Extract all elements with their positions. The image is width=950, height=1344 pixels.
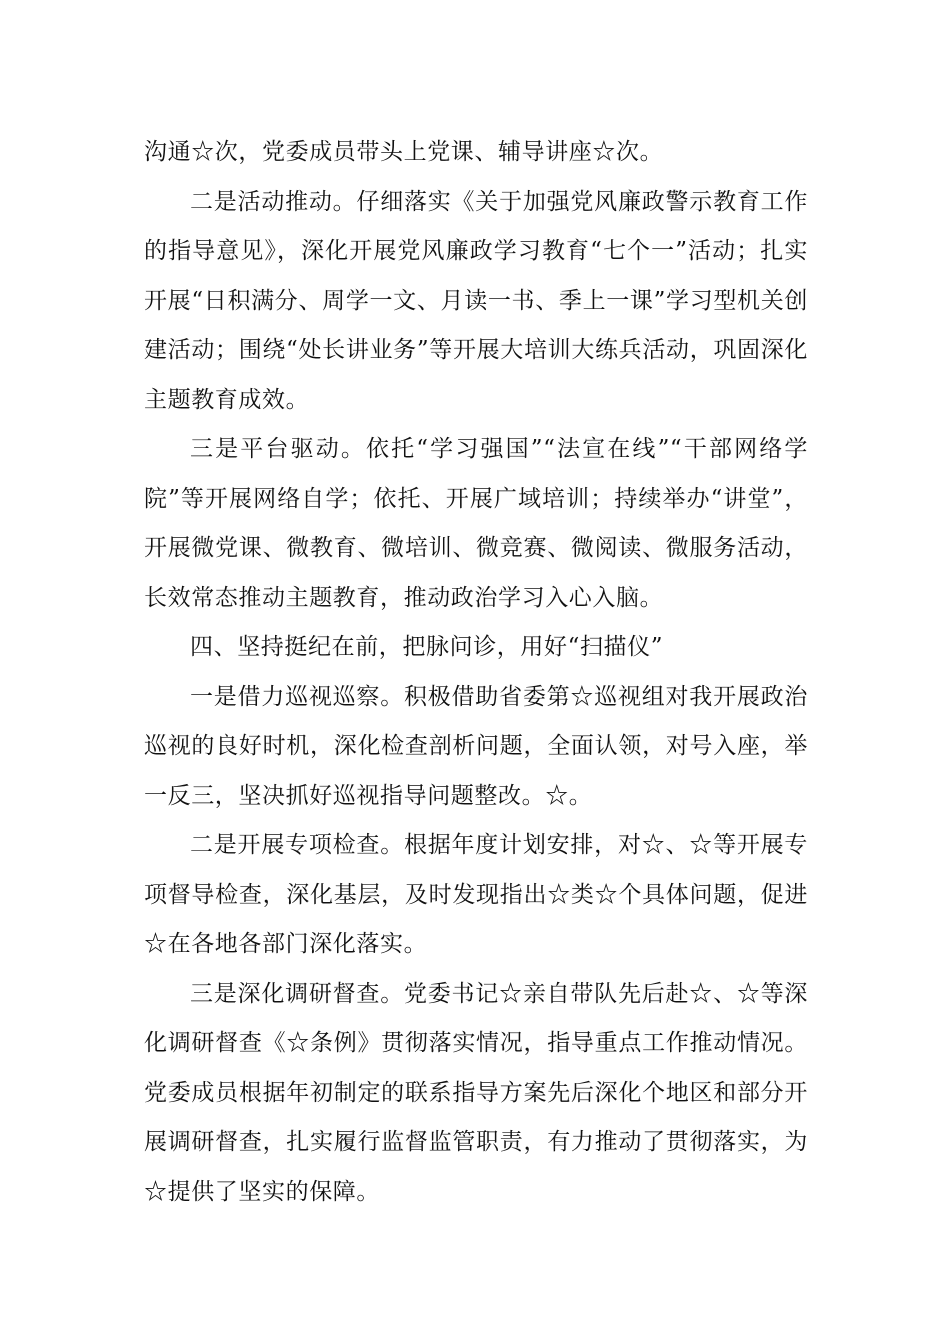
paragraph-6: 二是开展专项检查。根据年度计划安排，对☆、☆等开展专项督导检查，深化基层，及时发现指出☆类☆个具体问题，促进☆在各地各部门深化落实。 (144, 832, 808, 957)
section-heading-4: 四、坚持挺纪在前，把脉问诊，用好“扫描仪” (190, 634, 664, 660)
paragraph-5: 一是借力巡视巡察。积极借助省委第☆巡视组对我开展政治巡视的良好时机，深化检查剖析问题，全面认领，对号入座，举一反三，坚决抓好巡视指导问题整改。☆。 (144, 683, 808, 809)
document-body (144, 128, 808, 1217)
paragraph-1: 沟通☆次，党委成员带头上党课、辅导讲座☆次。 (144, 139, 664, 165)
paragraph-2: 二是活动推动。仔细落实《关于加强党风廉政警示教育工作的指导意见》，深化开展党风廉政学习教育“七个一”活动；扎实开展“日积满分、周学一文、月读一书、季上一课”学习型机关创建活动；围绕“处长讲业务”等开展大培训大练兵活动，巩固深化主题教育成效。 (144, 188, 808, 413)
paragraph-7: 三是深化调研督查。党委书记☆亲自带队先后赴☆、☆等深化调研督查《☆条例》贯彻落实情况，指导重点工作推动情况。党委成员根据年初制定的联系指导方案先后深化个地区和部分开展调研督查，扎实履行监督监管职责，有力推动了贯彻落实，为☆提供了坚实的保障。 (144, 980, 808, 1205)
paragraph-3: 三是平台驱动。依托“学习强国”“法宣在线”“干部网络学院”等开展网络自学；依托、开展广域培训；持续举办“讲堂”，开展微党课、微教育、微培训、微竞赛、微阅读、微服务活动，长效常态推动主题教育，推动政治学习入心入脑。 (144, 436, 808, 611)
